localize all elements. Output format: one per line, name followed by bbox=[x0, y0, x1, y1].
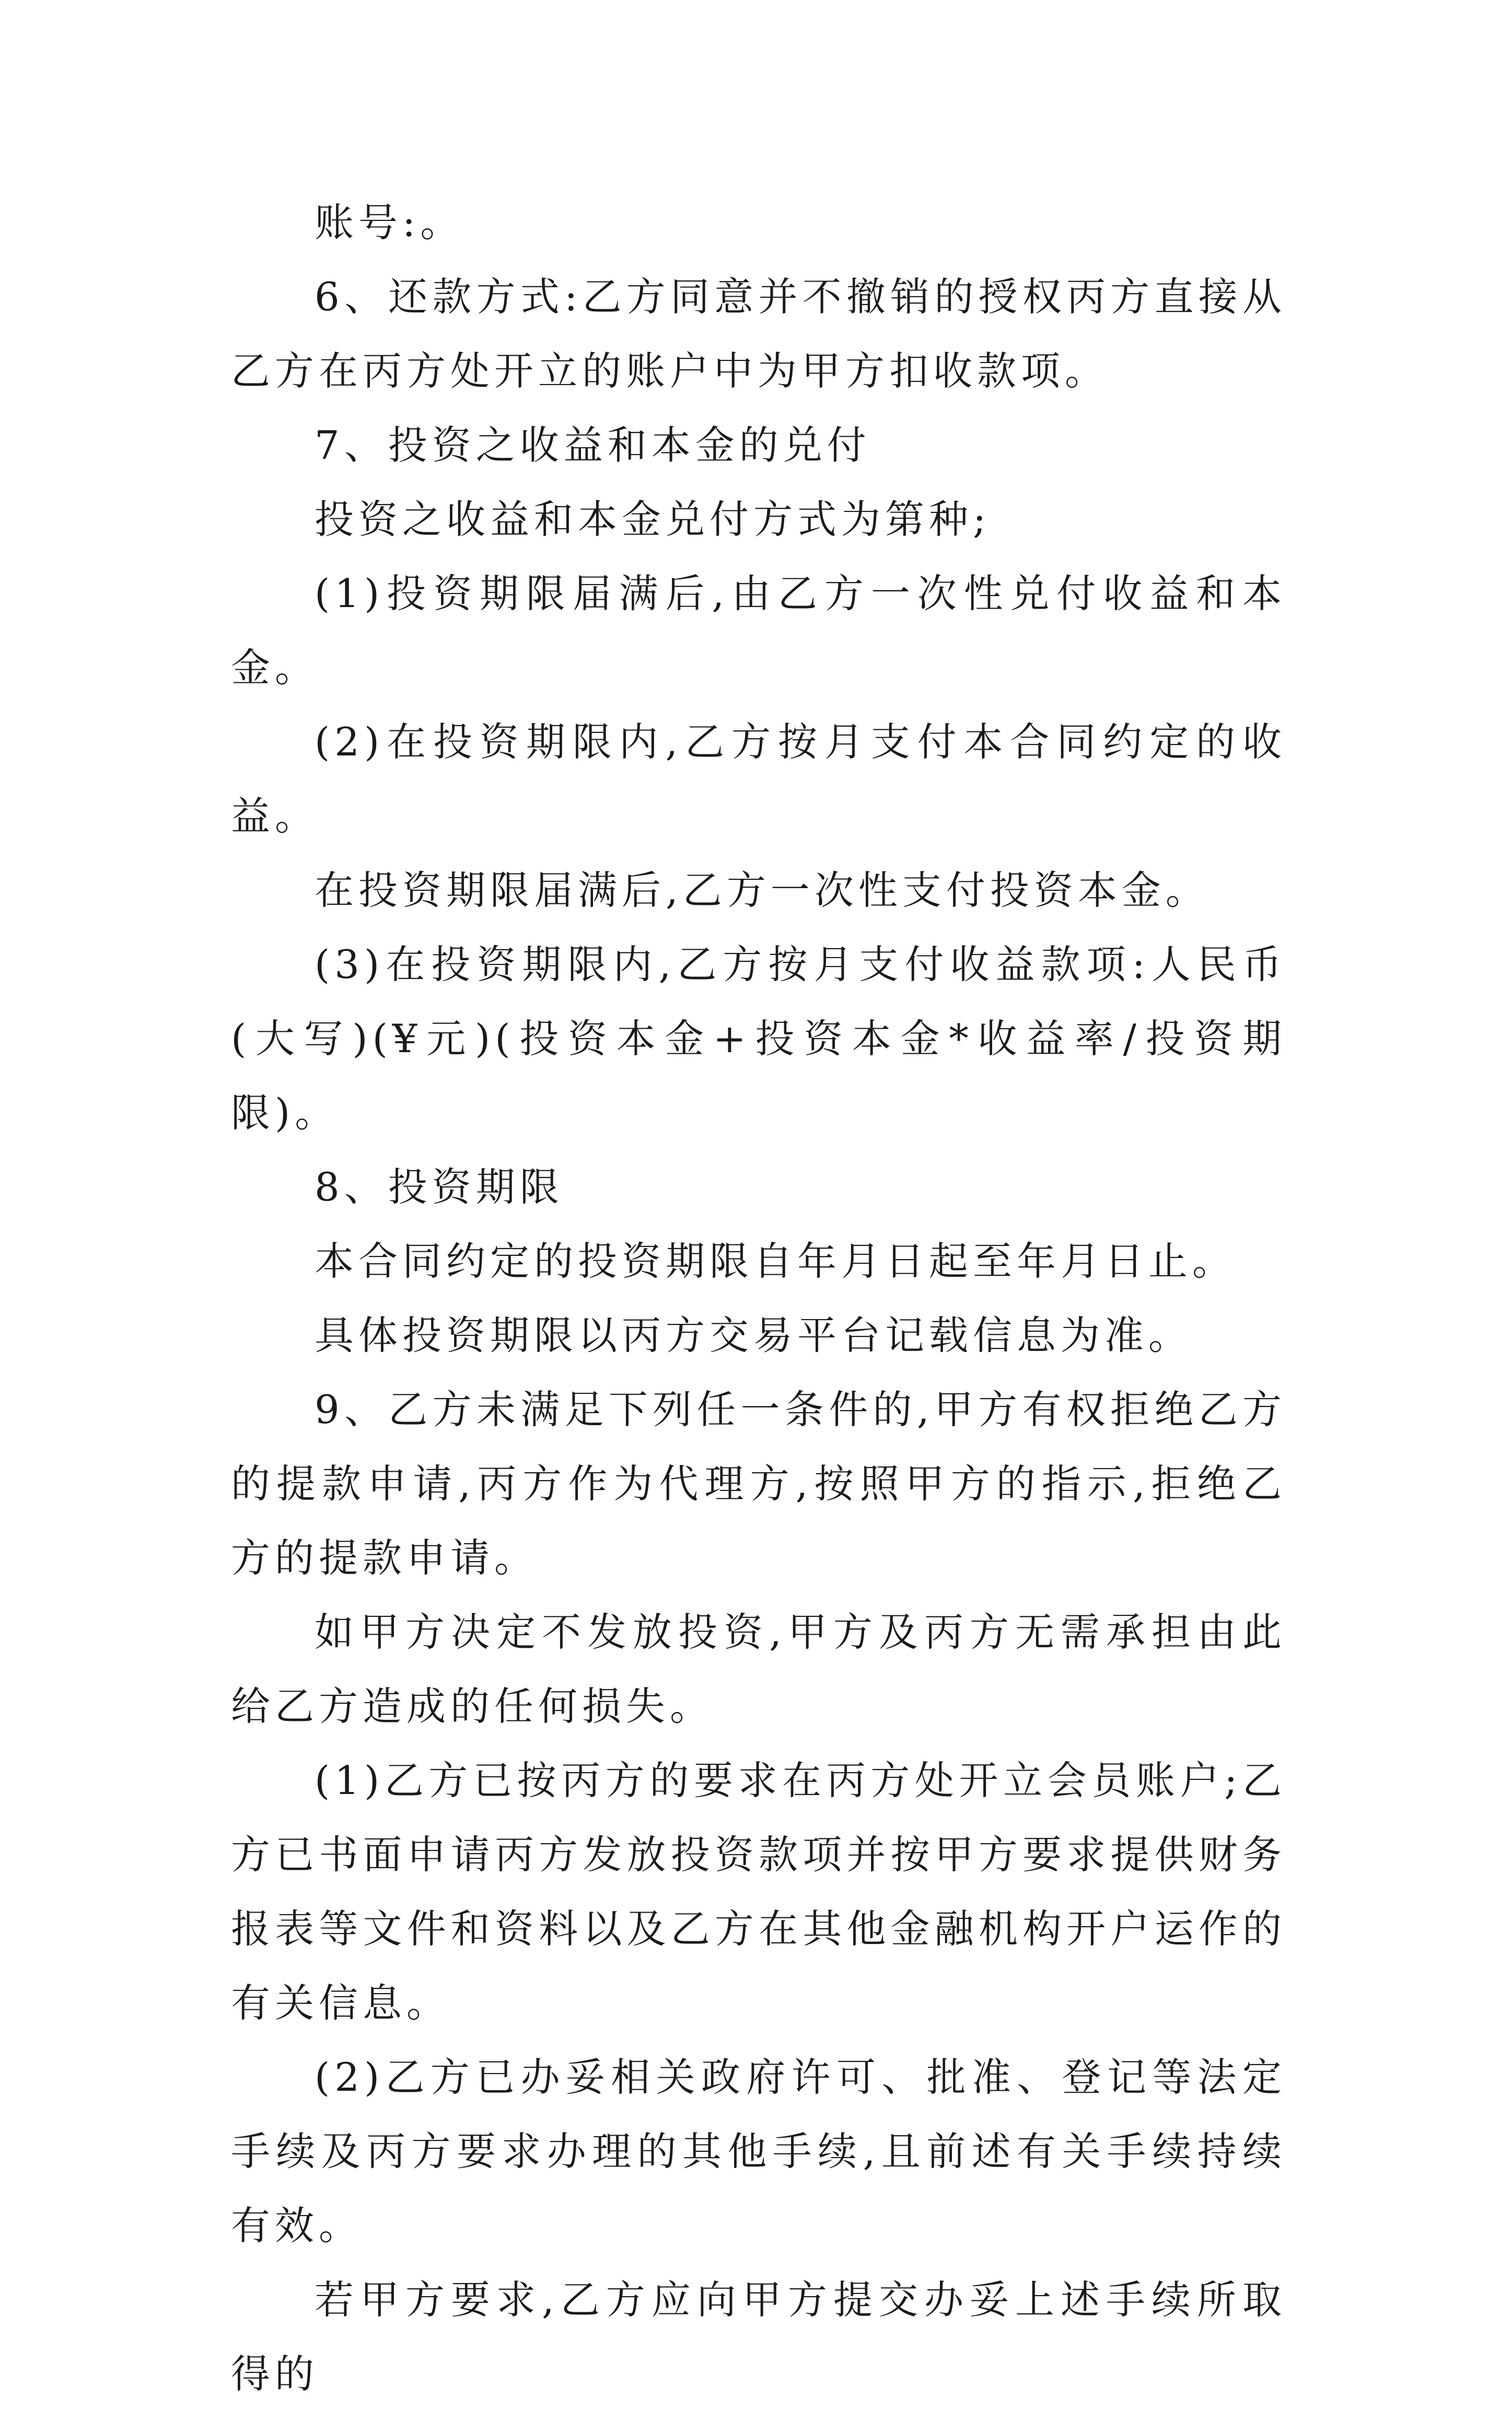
paragraph-submit-documents: 若甲方要求,乙方应向甲方提交办妥上述手续所取得的 bbox=[231, 2277, 1286, 2397]
paragraph-clause-9: 9、乙方未满足下列任一条件的,甲方有权拒绝乙方的提款申请,丙方作为代理方,按照甲方的指示,拒绝乙方的提款申请。 bbox=[231, 1387, 1286, 1581]
paragraph-option-1: (1)投资期限届满后,由乙方一次性兑付收益和本金。 bbox=[231, 570, 1286, 691]
paragraph-condition-2: (2)乙方已办妥相关政府许可、批准、登记等法定手续及丙方要求办理的其他手续,且前述有关手续持续有效。 bbox=[231, 2054, 1286, 2249]
document-body bbox=[231, 185, 1286, 2411]
paragraph-option-2-principal: 在投资期限届满后,乙方一次性支付投资本金。 bbox=[315, 867, 1209, 913]
paragraph-option-3: (3)在投资期限内,乙方按月支付收益款项:人民币(大写)(¥元)(投资本金+投资本金*收益率/投资期限)。 bbox=[231, 941, 1286, 1136]
paragraph-payout-method: 投资之收益和本金兑付方式为第种; bbox=[315, 496, 991, 542]
paragraph-clause-6-repayment: 6、还款方式:乙方同意并不撤销的授权丙方直接从乙方在丙方处开立的账户中为甲方扣收款项。 bbox=[231, 274, 1286, 394]
paragraph-account: 账号:。 bbox=[315, 200, 464, 246]
paragraph-condition-1: (1)乙方已按丙方的要求在丙方处开立会员账户;乙方已书面申请丙方发放投资款项并按甲方要求提供财务报表等文件和资料以及乙方在其他金融机构开户运作的有关信息。 bbox=[231, 1757, 1286, 2026]
paragraph-clause-8-heading: 8、投资期限 bbox=[315, 1164, 564, 1210]
paragraph-option-2: (2)在投资期限内,乙方按月支付本合同约定的收益。 bbox=[231, 719, 1286, 839]
paragraph-no-loss-liability: 如甲方决定不发放投资,甲方及丙方无需承担由此给乙方造成的任何损失。 bbox=[231, 1609, 1286, 1729]
paragraph-term-dates: 本合同约定的投资期限自年月日起至年月日止。 bbox=[315, 1238, 1237, 1284]
paragraph-term-platform: 具体投资期限以丙方交易平台记载信息为准。 bbox=[315, 1312, 1193, 1358]
paragraph-clause-7-heading: 7、投资之收益和本金的兑付 bbox=[315, 422, 871, 468]
